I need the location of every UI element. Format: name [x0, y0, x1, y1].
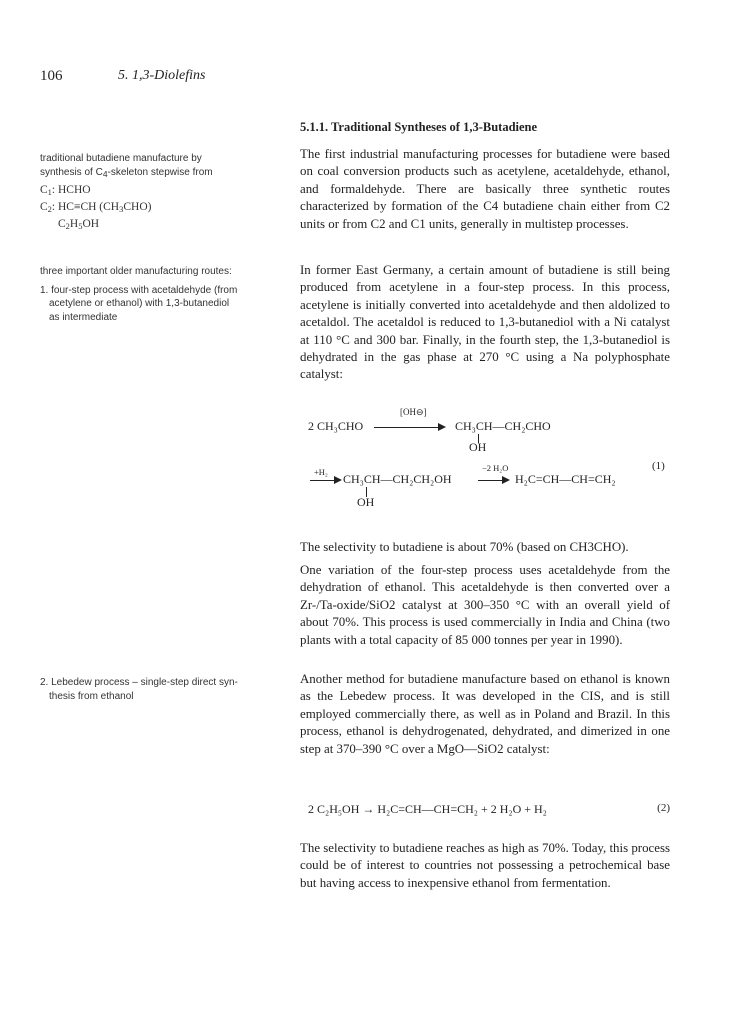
- eq2-number: (2): [657, 802, 670, 814]
- paragraph-4: One variation of the four-step process uses acetaldehyde from the dehydration of ethanol. This acetaldehyde is then converted over a Zr-/Ta-oxide/SiO2 catalyst at 300–350 °C with an overall yield of about 70%. This process is used commercially in India and China (two plants with a total capacity of 85 000 tonnes per year in 1990).: [300, 563, 670, 647]
- eq1-condition-2: +H₂: [314, 467, 328, 477]
- eq2-text: 2 C₂H₅OH → H₂C=CH—CH=CH₂ + 2 H₂O + H₂: [308, 802, 547, 816]
- equation-1: [300, 396, 672, 526]
- chapter-title: 5. 1,3-Diolefins: [118, 68, 206, 83]
- paragraph-5: Another method for butadiene manufacture based on ethanol is known as the Lebedew process. It was developed in the CIS, and is still employed commercially there, as well as in Poland and Brazil. In this process, ethanol is dehydrogenated, dehydrated, and dimerized in one step at 370–390 °C over a MgO—SiO2 catalyst:: [300, 672, 670, 756]
- page-number: 106: [40, 68, 63, 84]
- margin-formula-ethanol: $C_2H_5OH$: [58, 218, 100, 231]
- paragraph-3: The selectivity to butadiene is about 70% (based on CH3CHO).: [300, 540, 629, 554]
- section-title: 5.1.1. Traditional Syntheses of 1,3-Butadiene: [300, 120, 538, 134]
- margin-line: synthesis of $C_4$-skeleton stepwise from: [40, 166, 213, 179]
- eq1-condition-1: [OH⊖]: [400, 407, 427, 417]
- margin-line: as intermediate: [49, 311, 118, 323]
- paragraph-1: The first industrial manufacturing processes for butadiene were based on coal conversion products such as acetylene, acetaldehyde, ethanol, and formaldehyde. There are basically three synthetic routes characterized by formation of the C4 butadiene chain either from C2 units or from C2 and C1 units, generally in multistep processes.: [300, 147, 670, 231]
- paragraph-2: In former East Germany, a certain amount of butadiene is still being produced from acetylene in a four-step process. In this process, acetylene is initially converted into acetaldehyde and then aldolized to acetaldol. The acetaldol is reduced to 1,3-butanediol with a Ni catalyst at 110 °C and 300 bar. Finally, in the fourth step, the 1,3-butanediol is dehydrated in the gas phase at 270 °C using a Na polyphosphate catalyst:: [300, 263, 670, 382]
- eq1-number: (1): [652, 460, 665, 472]
- margin-note-traditional: [40, 152, 280, 233]
- margin-note-routes: [40, 265, 280, 324]
- margin-line: thesis from ethanol: [49, 690, 134, 702]
- margin-formula-c1: $C_1$: HCHO: [40, 184, 91, 197]
- eq1-butanediol-oh: OH: [357, 495, 375, 509]
- eq1-reactant: 2 CH₃CHO: [308, 419, 364, 433]
- margin-note-lebedew: [40, 676, 280, 703]
- eq1-aldol: CH₃CH—CH₂CHO: [455, 419, 551, 433]
- margin-line: traditional butadiene manufacture by: [40, 153, 202, 164]
- equation-2: [308, 802, 670, 817]
- margin-line: 1. four-step process with acetaldehyde (from: [40, 284, 238, 296]
- eq1-butanediol: CH₃CH—CH₂CH₂OH: [343, 472, 452, 486]
- arrowhead-icon: [334, 476, 342, 484]
- margin-formula-c2: $C_2$: HC≡CH $(CH_3CHO)$: [40, 201, 152, 214]
- arrowhead-icon: [502, 476, 510, 484]
- paragraph-6: The selectivity to butadiene reaches as high as 70%. Today, this process could be of interest to countries not possessing a petrochemical base but having access to inexpensive ethanol from fermentation.: [300, 841, 670, 890]
- eq1-butadiene: H₂C=CH—CH=CH₂: [515, 472, 616, 486]
- margin-line: acetylene or ethanol) with 1,3-butanediol: [49, 298, 230, 309]
- eq1-aldol-oh: OH: [469, 440, 487, 454]
- margin-line: 2. Lebedew process – single-step direct syn-: [40, 677, 238, 688]
- eq1-condition-3: −2 H₂O: [482, 463, 509, 473]
- eq1-arrow-1: [374, 427, 442, 428]
- arrowhead-icon: [438, 423, 446, 431]
- margin-line: three important older manufacturing routes:: [40, 266, 232, 277]
